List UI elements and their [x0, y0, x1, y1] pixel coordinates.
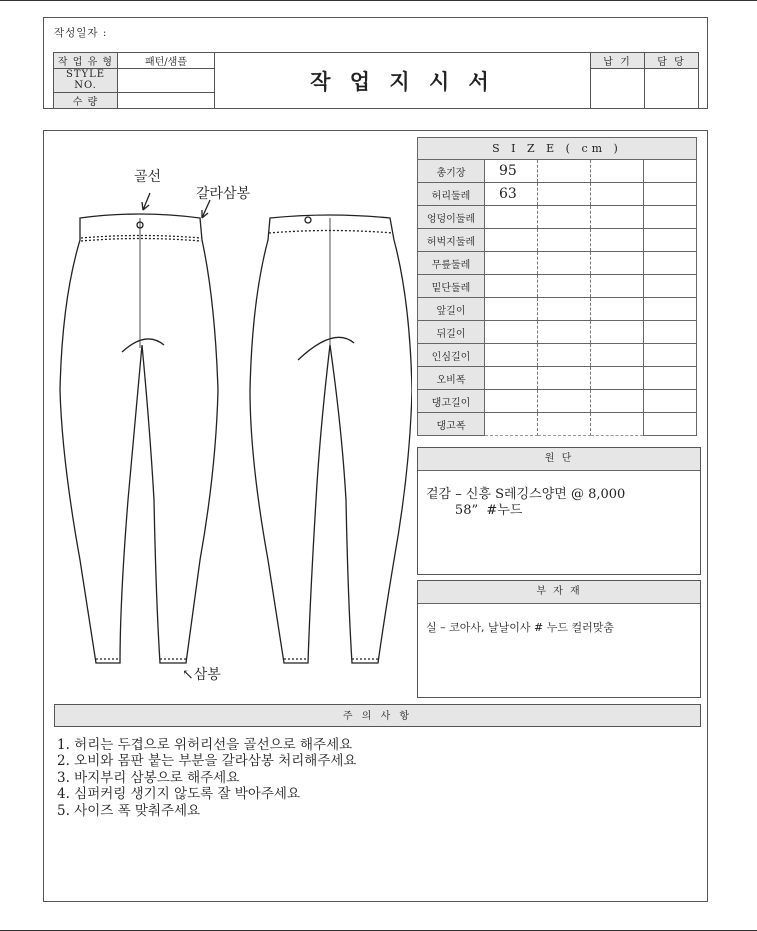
quantity-label: 수 량 [54, 92, 118, 108]
fabric-box [417, 447, 701, 575]
size-row: 엉덩이둘레 [418, 206, 697, 229]
size-row: 뒤길이 [418, 321, 697, 344]
note-item: 5. 사이즈 폭 맞춰주세요 [57, 802, 201, 819]
golseon-arrow [142, 193, 150, 210]
size-table-title: S I Z E ( cm ) [418, 138, 697, 160]
style-no-label: STYLE NO. [54, 69, 118, 93]
fabric-title: 원 단 [418, 448, 700, 471]
header-table [53, 52, 699, 109]
sambong-label: ↖삼봉 [182, 667, 221, 683]
document-title: 작 업 지 시 서 [215, 53, 591, 109]
size-row: 댕고길이 [418, 390, 697, 413]
leggings-drawing [50, 140, 412, 700]
top-rule [0, 0, 757, 1]
fabric-line-1: 겉감 – 신흥 S레깅스양면 @ 8,000 [426, 487, 626, 502]
subsidiary-box [417, 580, 701, 698]
size-row: 댕고폭 [418, 413, 697, 436]
size-row: 밑단둘레 [418, 275, 697, 298]
subsidiary-text: 실 – 코아사, 날날이사 # 누드 컬러맞춤 [426, 621, 614, 634]
gallasambong-label: 갈라삼봉 [196, 186, 251, 202]
note-item: 4. 심퍼커링 생기지 않도록 잘 박아주세요 [57, 786, 300, 803]
size-row: 인심길이 [418, 344, 697, 367]
size-row: 오비폭 [418, 367, 697, 390]
size-table [417, 137, 697, 436]
size-row: 무릎둘레 [418, 252, 697, 275]
size-row: 총기장 95 [418, 160, 697, 183]
date-label: 작성일자 : [54, 27, 108, 39]
notes-list [57, 737, 356, 819]
work-type-label: 작 업 유 형 [54, 53, 118, 69]
manager-label: 담 당 [645, 53, 699, 69]
size-row: 허벅지둘레 [418, 229, 697, 252]
quantity-value [118, 92, 215, 108]
note-item: 3. 바지부리 삼봉으로 해주세요 [57, 769, 240, 786]
back-leggings-outline [250, 215, 412, 663]
note-item: 1. 허리는 두겹으로 위허리선을 골선으로 해주세요 [57, 737, 353, 753]
front-leggings-outline [60, 214, 218, 663]
size-row: 허리둘레 63 [418, 183, 697, 206]
style-no-value [118, 69, 215, 93]
due-date-label: 납 기 [591, 53, 645, 69]
notes-title: 주 의 사 항 [54, 704, 701, 727]
golseon-label: 골선 [134, 169, 162, 185]
work-type-value: 패턴/샘플 [118, 53, 215, 69]
fabric-text [418, 471, 700, 519]
due-date-box [591, 69, 645, 109]
manager-box [645, 69, 699, 109]
size-row: 앞길이 [418, 298, 697, 321]
subsidiary-title: 부 자 재 [418, 581, 700, 604]
fabric-line-2: 58” #누드 [426, 503, 523, 518]
note-item: 2. 오비와 몸판 붙는 부분을 갈라삼봉 처리해주세요 [57, 753, 357, 770]
